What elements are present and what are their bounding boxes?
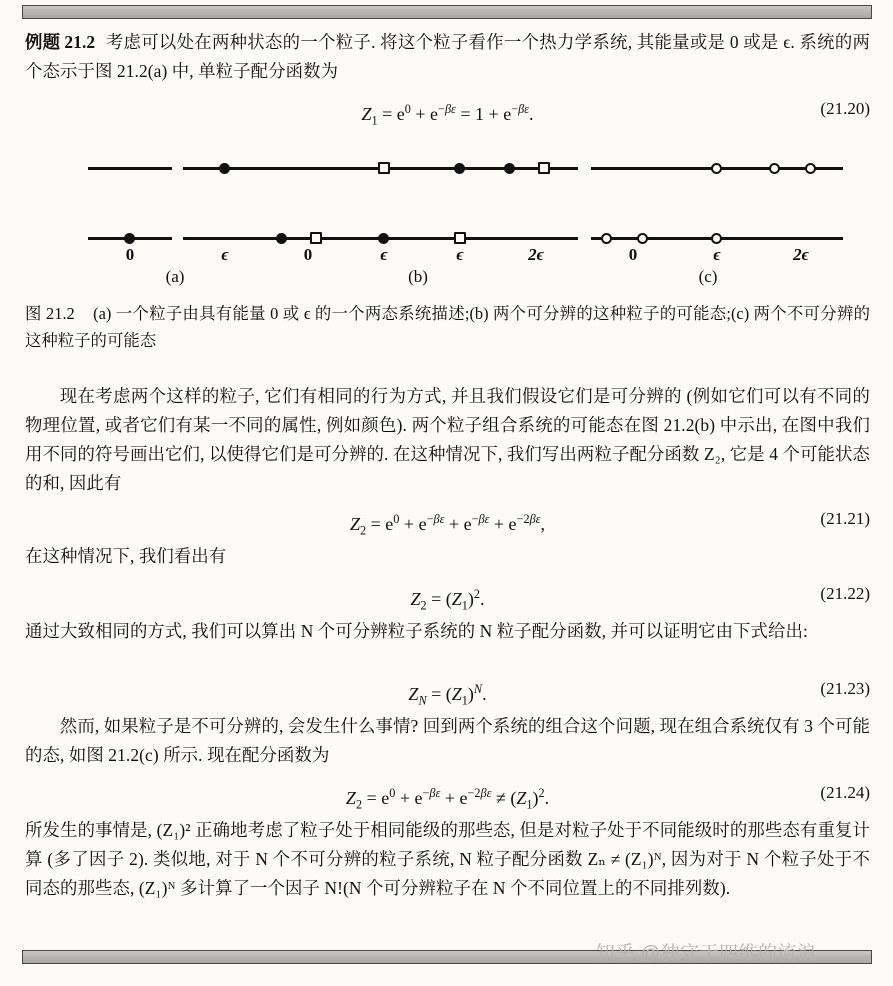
- document-content-lower: [25, 382, 870, 904]
- equation-21-22: [25, 577, 870, 611]
- figure-panel-c: [583, 145, 833, 290]
- particle-marker-filled: [378, 233, 389, 244]
- paragraph-4-text: 通过大致相同的方式, 我们可以算出 N 个可分辨粒子系统的 N 粒子配分函数, 并可以证明它由下式给出:: [25, 621, 808, 641]
- top-decorative-bar: [22, 5, 872, 19]
- figure-panel-c-column-2: [751, 145, 851, 290]
- watermark: 知乎 @独守于四维的流浪...: [596, 943, 834, 964]
- epsilon-label: ϵ: [713, 245, 721, 264]
- figure-panel-b-label: (b): [408, 267, 428, 286]
- paragraph-2-text: 现在考虑两个这样的粒子, 它们有相同的行为方式, 并且我们假设它们是可分辨的 (例如它们可以有不同的物理位置, 或者它们有某一不同的属性, 例如颜色). 两个粒子组合系统的可能态在图 21.2(b) 中示出, 在图中我们用不同的符号画出它们, 以使得它们是可分辨的. 在这种情况下, 我们写出两粒子配分函数 Z₂, 它是 4 个可能状态的和, 因此有: [25, 386, 870, 493]
- energy-level-lower: [759, 237, 843, 240]
- particle-marker-square: [538, 162, 550, 174]
- energy-level-lower: [183, 237, 267, 240]
- particle-marker-open: [711, 163, 722, 174]
- equation-21-24-number: (21.24): [820, 783, 870, 802]
- particle-marker-filled: [454, 163, 465, 174]
- figure-panel-a-label: (a): [165, 267, 185, 286]
- particle-marker-filled: [219, 163, 230, 174]
- paragraph-example-intro: [25, 28, 870, 86]
- equation-21-20-body: $Z_1 = e^0 + e^{-\beta\varepsilon} = 1 + e^{-\beta\varepsilon}$.: [361, 102, 534, 128]
- figure-panel-b-column-3: [486, 145, 586, 290]
- equation-21-23-body: $Z_N = (Z_1)^N$.: [408, 682, 487, 708]
- equation-21-20-number: (21.20): [820, 99, 870, 118]
- figure-21-2: [0, 145, 893, 290]
- figure-panel-b-column-0-label: 0: [303, 245, 313, 264]
- figure-panel-c-column-0-label: 0: [628, 245, 638, 264]
- paragraph-3-text: 在这种情况下, 我们看出有: [25, 546, 227, 566]
- energy-level-upper: [591, 167, 675, 170]
- particle-marker-open: [637, 233, 648, 244]
- example-number: 21.2: [64, 32, 96, 52]
- energy-level-lower: [494, 237, 578, 240]
- particle-marker-square: [454, 232, 466, 244]
- equation-21-22-number: (21.22): [820, 584, 870, 603]
- equation-21-22-body: $Z_2 = (Z_1)^2$.: [410, 587, 485, 613]
- equation-21-24-body: $Z_2 = e^0 + e^{-\beta\varepsilon} + e^{-2\beta\varepsilon} \ne (Z_1)^2$.: [345, 786, 550, 812]
- paragraph-5-text: 然而, 如果粒子是不可分辨的, 会发生什么事情? 回到两个系统的组合这个问题, 现在组合系统仅有 3 个可能的态, 如图 21.2(c) 所示. 现在配分函数为: [25, 716, 870, 765]
- particle-marker-open: [711, 233, 722, 244]
- energy-level-upper: [88, 167, 172, 170]
- equation-21-21: [25, 502, 870, 536]
- equation-21-20: [25, 92, 870, 126]
- figure-panel-a: [80, 145, 270, 290]
- paragraph-6: [25, 816, 870, 903]
- particle-marker-filled: [124, 233, 135, 244]
- particle-marker-square: [310, 232, 322, 244]
- equation-21-21-body: $Z_2 = e^0 + e^{-\beta\varepsilon} + e^{-\beta\varepsilon} + e^{-2\beta\varepsilon}$,: [350, 512, 545, 538]
- epsilon-label: ϵ: [456, 245, 464, 264]
- figure-panel-b: [258, 145, 558, 290]
- equation-21-23: [25, 672, 870, 706]
- paragraph-5: [25, 712, 870, 770]
- equation-21-21-number: (21.21): [820, 509, 870, 528]
- paragraph-1-text: 考虑可以处在两种状态的一个粒子. 将这个粒子看作一个热力学系统, 其能量或是 0 或是 ϵ. 系统的两个态示于图 21.2(a) 中, 单粒子配分函数为: [25, 32, 871, 81]
- particle-marker-open: [601, 233, 612, 244]
- document-content: [25, 28, 870, 132]
- particle-marker-square: [378, 162, 390, 174]
- epsilon-label: ϵ: [380, 245, 388, 264]
- figure-panel-b-column-3-label: [486, 245, 586, 265]
- figure-caption: [25, 300, 870, 354]
- paragraph-6-text: 所发生的事情是, (Z₁)² 正确地考虑了粒子处于相同能级的那些态, 但是对粒子处于不同能级时的那些态有重复计算 (多了因子 2). 类似地, 对于 N 个不可分辨的粒子系统, N 粒子配分函数 Zₙ ≠ (Z₁)ᴺ, 因为对于 N 个粒子处于不同态的那些态, (Z₁)ᴺ 多计算了一个因子 N!(N 个可分辨粒子在 N 个不同位置上的不同排列数).: [25, 820, 870, 898]
- figure-panel-c-column-2-label: 2ϵ: [793, 245, 809, 264]
- example-label: 例题: [25, 32, 61, 52]
- equation-21-23-number: (21.23): [820, 679, 870, 698]
- figure-caption-number: 图 21.2: [25, 304, 75, 323]
- two-epsilon-label: 2ϵ: [528, 245, 544, 264]
- equation-21-24: [25, 776, 870, 810]
- figure-panel-c-label: (c): [698, 267, 718, 286]
- epsilon-label: ϵ: [221, 245, 229, 264]
- particle-marker-open: [805, 163, 816, 174]
- paragraph-2: [25, 382, 870, 498]
- particle-marker-open: [769, 163, 780, 174]
- figure-caption-text: (a) 一个粒子由具有能量 0 或 ϵ 的一个两态系统描述;(b) 两个可分辨的这种粒子的可能态;(c) 两个不可分辨的这种粒子的可能态: [25, 304, 870, 350]
- particle-marker-filled: [276, 233, 287, 244]
- particle-marker-filled: [504, 163, 515, 174]
- figure-panel-a-column-0-label: 0: [125, 245, 135, 264]
